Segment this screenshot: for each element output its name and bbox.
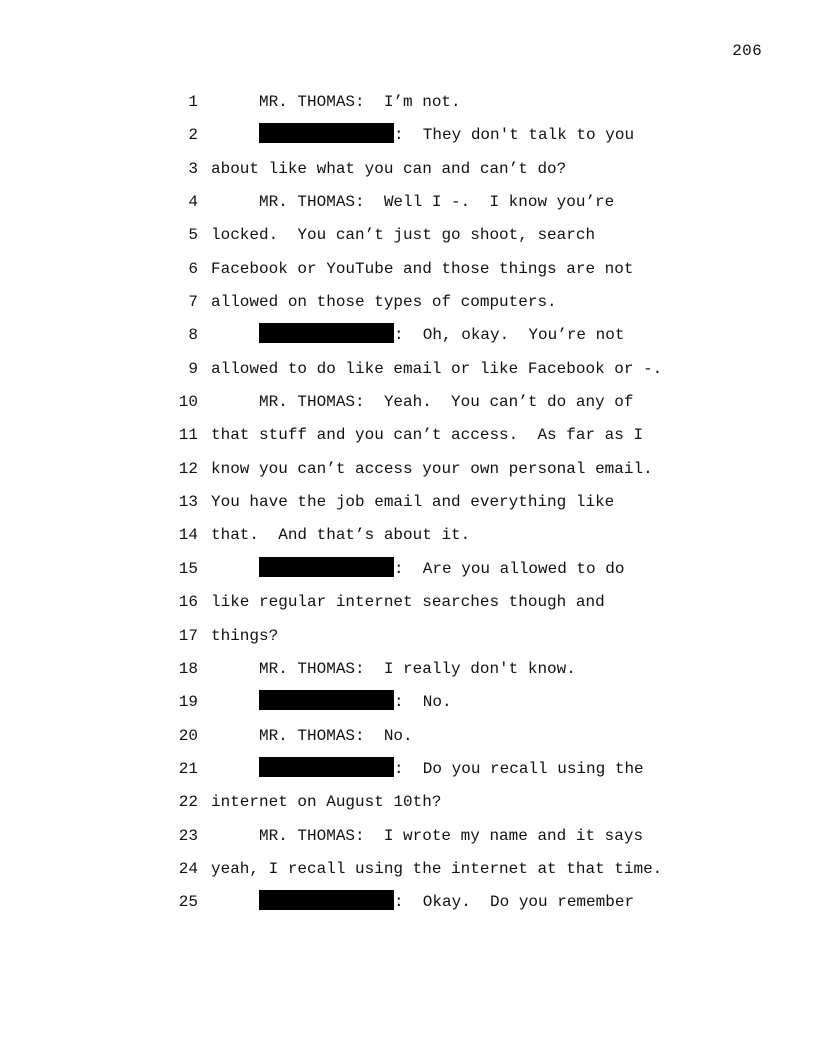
- line-number: 8: [188, 326, 198, 345]
- transcript-line: [0, 286, 816, 319]
- line-number: 14: [178, 526, 198, 545]
- line-content: Facebook or YouTube and those things are not: [211, 259, 634, 278]
- line-content: about like what you can and can’t do?: [211, 159, 567, 178]
- line-number: 2: [188, 126, 198, 145]
- line-content: like regular internet searches though and: [211, 593, 605, 612]
- transcript-line: [0, 519, 816, 552]
- redaction-bar: [259, 757, 394, 777]
- line-content: MR. THOMAS: Well I -. I know you’re: [259, 193, 615, 212]
- line-text: [259, 119, 634, 152]
- line-number: 9: [188, 359, 198, 378]
- line-content: allowed on those types of computers.: [211, 293, 557, 312]
- line-number: 21: [178, 759, 198, 778]
- line-text: [211, 419, 643, 452]
- line-text: [211, 253, 633, 286]
- line-text: [259, 553, 624, 586]
- line-text: [259, 319, 624, 352]
- line-number: 3: [188, 159, 198, 178]
- line-content: : Do you recall using the: [394, 759, 644, 778]
- line-text: [211, 786, 441, 819]
- transcript-line: [0, 319, 816, 352]
- transcript-line: [0, 886, 816, 919]
- line-text: [259, 86, 461, 119]
- line-content: internet on August 10th?: [211, 793, 442, 812]
- line-content: You have the job email and everything like: [211, 493, 615, 512]
- line-text: [259, 886, 634, 919]
- transcript-line: [0, 553, 816, 586]
- line-number: 15: [178, 559, 198, 578]
- transcript-line: [0, 786, 816, 819]
- line-number: 4: [188, 193, 198, 212]
- line-number: 25: [178, 893, 198, 912]
- redaction-bar: [259, 323, 394, 343]
- transcript-body: [0, 86, 816, 920]
- transcript-line: [0, 86, 816, 119]
- transcript-line: [0, 453, 816, 486]
- line-content: allowed to do like email or like Facebook or -.: [211, 359, 663, 378]
- transcript-line: [0, 419, 816, 452]
- line-text: [211, 353, 662, 386]
- redaction-bar: [259, 123, 394, 143]
- line-number: 16: [178, 593, 198, 612]
- transcript-line: [0, 119, 816, 152]
- line-text: [211, 453, 653, 486]
- line-number: 24: [178, 859, 198, 878]
- redaction-bar: [259, 557, 394, 577]
- line-content: : No.: [394, 693, 452, 712]
- line-number: 13: [178, 493, 198, 512]
- line-number: 23: [178, 826, 198, 845]
- line-content: things?: [211, 626, 279, 645]
- line-number: 22: [178, 793, 198, 812]
- line-number: 11: [178, 426, 198, 445]
- transcript-line: [0, 620, 816, 653]
- line-content: MR. THOMAS: No.: [259, 726, 413, 745]
- line-content: : Are you allowed to do: [394, 559, 625, 578]
- line-content: MR. THOMAS: Yeah. You can’t do any of: [259, 393, 634, 412]
- line-text: [211, 853, 662, 886]
- transcript-line: [0, 186, 816, 219]
- line-text: [259, 653, 576, 686]
- line-number: 20: [178, 726, 198, 745]
- line-text: [211, 153, 566, 186]
- line-content: that stuff and you can’t access. As far as I: [211, 426, 644, 445]
- line-content: know you can’t access your own personal email.: [211, 459, 653, 478]
- transcript-line: [0, 253, 816, 286]
- transcript-line: [0, 586, 816, 619]
- line-content: : They don't talk to you: [394, 126, 635, 145]
- line-number: 18: [178, 659, 198, 678]
- line-content: : Oh, okay. You’re not: [394, 326, 625, 345]
- line-number: 12: [178, 459, 198, 478]
- transcript-line: [0, 820, 816, 853]
- line-text: [211, 586, 605, 619]
- page-number: 206: [732, 42, 762, 60]
- transcript-line: [0, 353, 816, 386]
- line-text: [211, 286, 557, 319]
- line-text: [211, 620, 278, 653]
- transcript-line: [0, 753, 816, 786]
- line-content: MR. THOMAS: I really don't know.: [259, 659, 576, 678]
- line-number: 7: [188, 293, 198, 312]
- line-text: [259, 720, 413, 753]
- line-text: [259, 186, 614, 219]
- line-content: locked. You can’t just go shoot, search: [211, 226, 596, 245]
- line-text: [211, 219, 595, 252]
- transcript-line: [0, 686, 816, 719]
- line-content: : Okay. Do you remember: [394, 893, 635, 912]
- line-number: 6: [188, 259, 198, 278]
- transcript-line: [0, 486, 816, 519]
- line-text: [211, 486, 614, 519]
- transcript-line: [0, 153, 816, 186]
- line-number: 5: [188, 226, 198, 245]
- line-content: MR. THOMAS: I wrote my name and it says: [259, 826, 644, 845]
- transcript-line: [0, 720, 816, 753]
- line-text: [259, 386, 633, 419]
- line-number: 17: [178, 626, 198, 645]
- line-number: 1: [188, 93, 198, 111]
- redaction-bar: [259, 890, 394, 910]
- line-text: [259, 753, 644, 786]
- line-number: 19: [178, 693, 198, 712]
- line-content: yeah, I recall using the internet at that time.: [211, 859, 663, 878]
- line-text: [259, 820, 643, 853]
- transcript-line: [0, 653, 816, 686]
- line-text: [211, 519, 470, 552]
- line-number: 10: [178, 393, 198, 412]
- line-text: [259, 686, 452, 719]
- transcript-line: [0, 853, 816, 886]
- line-content: that. And that’s about it.: [211, 526, 471, 545]
- transcript-line: [0, 386, 816, 419]
- transcript-line: [0, 219, 816, 252]
- redaction-bar: [259, 690, 394, 710]
- line-content: MR. THOMAS: I’m not.: [259, 93, 461, 111]
